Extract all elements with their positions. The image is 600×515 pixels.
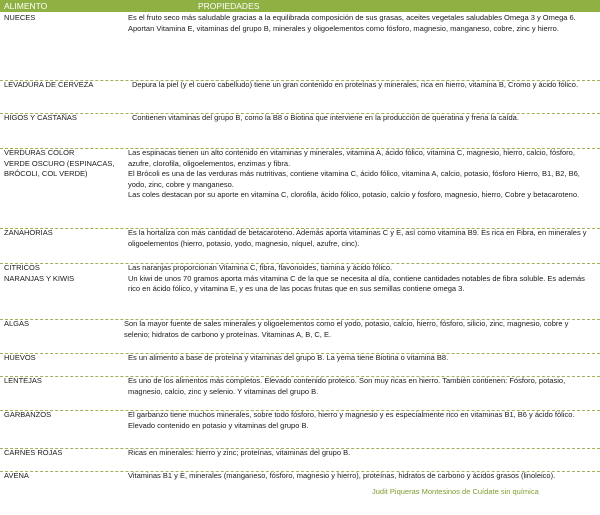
table-row [0, 353, 600, 377]
property-line: Son la mayor fuente de sales minerales y oligoelementos como el yodo, potasio, calcio, hierro, fósforo, silicio, zinc, magnesio, cobre y selenio; hidratos de carbono y proteínas. Vitaminas A, B, C, E. [124, 319, 569, 339]
food-name: HIGOS Y CASTAÑAS [4, 113, 77, 122]
author-credit: Judit Piqueras Montesinos de Cuídate sin química [372, 487, 539, 496]
property-line: Es el fruto seco más saludable gracias a la equilibrada composición de sus grasas, aceites vegetales saludables Omega 3 y Omega 6. [128, 13, 576, 22]
property-line: Aportan Vitamina E, vitaminas del grupo B, minerales y oligoelementos como fósforo, magnesio, manganeso, cobre, zinc y hierro. [128, 23, 559, 33]
food-properties [132, 80, 590, 91]
food-name: HUEVOS [4, 353, 36, 362]
food-name: CITRICOS NARANJAS Y KIWIS [4, 263, 75, 283]
food-name: LENTEJAS [4, 376, 42, 385]
property-line: Es la hortaliza con más cantidad de betacaroteno. Además aporta vitaminas C y E, así como vitamina B9. Es rica en Fibra, en minerales y oligoelementos (hierro, potasio, yodo, magnesio, níquel, azufre, cinc). [128, 228, 587, 248]
table-row [0, 319, 600, 354]
food-properties [128, 228, 590, 249]
table-row [0, 410, 600, 449]
property-line: Las naranjas proporcionan Vitamina C, fibra, flavonoides, tiamina y ácido fólico. [128, 263, 393, 272]
property-line: Las espinacas tienen un alto contenido en vitaminas y minerales, vitamina A, ácido fólico, vitamina C, magnesio, hierro, calcio, fósforo, azufre, clorofila, oligoelementos, enzimas y fibra. [128, 148, 575, 168]
column-header-alimento: ALIMENTO [4, 1, 48, 11]
table-row [0, 448, 600, 472]
table-row [0, 228, 600, 264]
table-row [0, 376, 600, 411]
food-properties [128, 471, 590, 482]
food-name: VERDURAS COLOR VERDE OSCURO (ESPINACAS, BRÓCOLI, COL VERDE) [4, 148, 115, 178]
table-row [0, 80, 600, 114]
column-header-propiedades: PROPIEDADES [198, 1, 260, 11]
property-line: Es un alimento a base de proteína y vitaminas del grupo B. La yema tiene Biotina o vitamina B8. [128, 353, 449, 362]
property-line: El Brócoli es una de las verduras más nutritivas, contiene vitamina C, ácido fólico, vitamina A, calcio, potasio, fósforo Hierro, B1, B2, B6, yodo, zinc, cobre y manganeso. [128, 169, 580, 189]
table-row [0, 263, 600, 320]
food-name: LEVADURA DE CERVEZA [4, 80, 94, 89]
food-properties [128, 448, 590, 459]
property-line: El garbanzo tiene muchos minerales, sobre todo fósforo, hierro y magnesio y es especialmente rico en vitaminas B1, B6 y ácido fólico. Elevado contenido en potasio y vitaminas del grupo B. [128, 410, 575, 430]
food-name: NUECES [4, 13, 36, 22]
property-line: Es uno de los alimentos más completos. Elevado contenido proteico. Son muy ricas en hierro. También contienen: Fósforo, potasio, magnesio, calcio, zinc y selenio. Y vitaminas del grupo B. [128, 376, 566, 396]
food-properties [132, 113, 590, 124]
food-properties [128, 263, 590, 295]
table-row [0, 148, 600, 229]
food-properties [128, 353, 590, 364]
food-name: ALGAS [4, 319, 30, 328]
food-properties [128, 410, 590, 431]
table-row [0, 113, 600, 149]
food-name: CARNES ROJAS [4, 448, 63, 457]
property-line: Contienen vitaminas del grupo B, como la B8 o Biotina que interviene en la producción de queratina y frena la caída. [132, 113, 519, 122]
food-name: GARBANZOS [4, 410, 52, 419]
food-name: AVENA [4, 471, 29, 480]
property-line: Ricas en minerales: hierro y zinc; proteínas, vitaminas del grupo B. [128, 448, 351, 457]
property-line: Las coles destacan por su aporte en vitamina C, clorofila, ácido fólico, potasio, calcio y fosforo, magnesio, hierro, Cobre y betacaroteno. [128, 190, 580, 199]
food-properties [124, 319, 590, 340]
table-row [0, 13, 600, 81]
property-line: Vitaminas B1 y E, minerales (manganeso, fósforo, magnesio y hierro), proteínas, hidratos de carbono y ácidos grasos (linoleico). [128, 471, 556, 480]
food-name: ZANAHORIAS [4, 228, 53, 237]
food-properties [128, 376, 590, 397]
property-line: Un kiwi de unos 70 gramos aporta más vitamina C de la que se necesita al día, contiene cantidades notables de fibra soluble. Es además rico en ácido fólico, y vitamina E, y es una de las pocas frutas que en sus semillas contiene omega 3. [128, 273, 585, 293]
food-properties [128, 148, 590, 201]
property-line: Depura la piel (y el cuero cabelludo) tiene un gran contenido en proteínas y minerales, rica en hierro, vitamina B, Cromo y ácido fólico. [132, 80, 579, 89]
table-header [0, 0, 600, 12]
food-properties [128, 13, 590, 34]
